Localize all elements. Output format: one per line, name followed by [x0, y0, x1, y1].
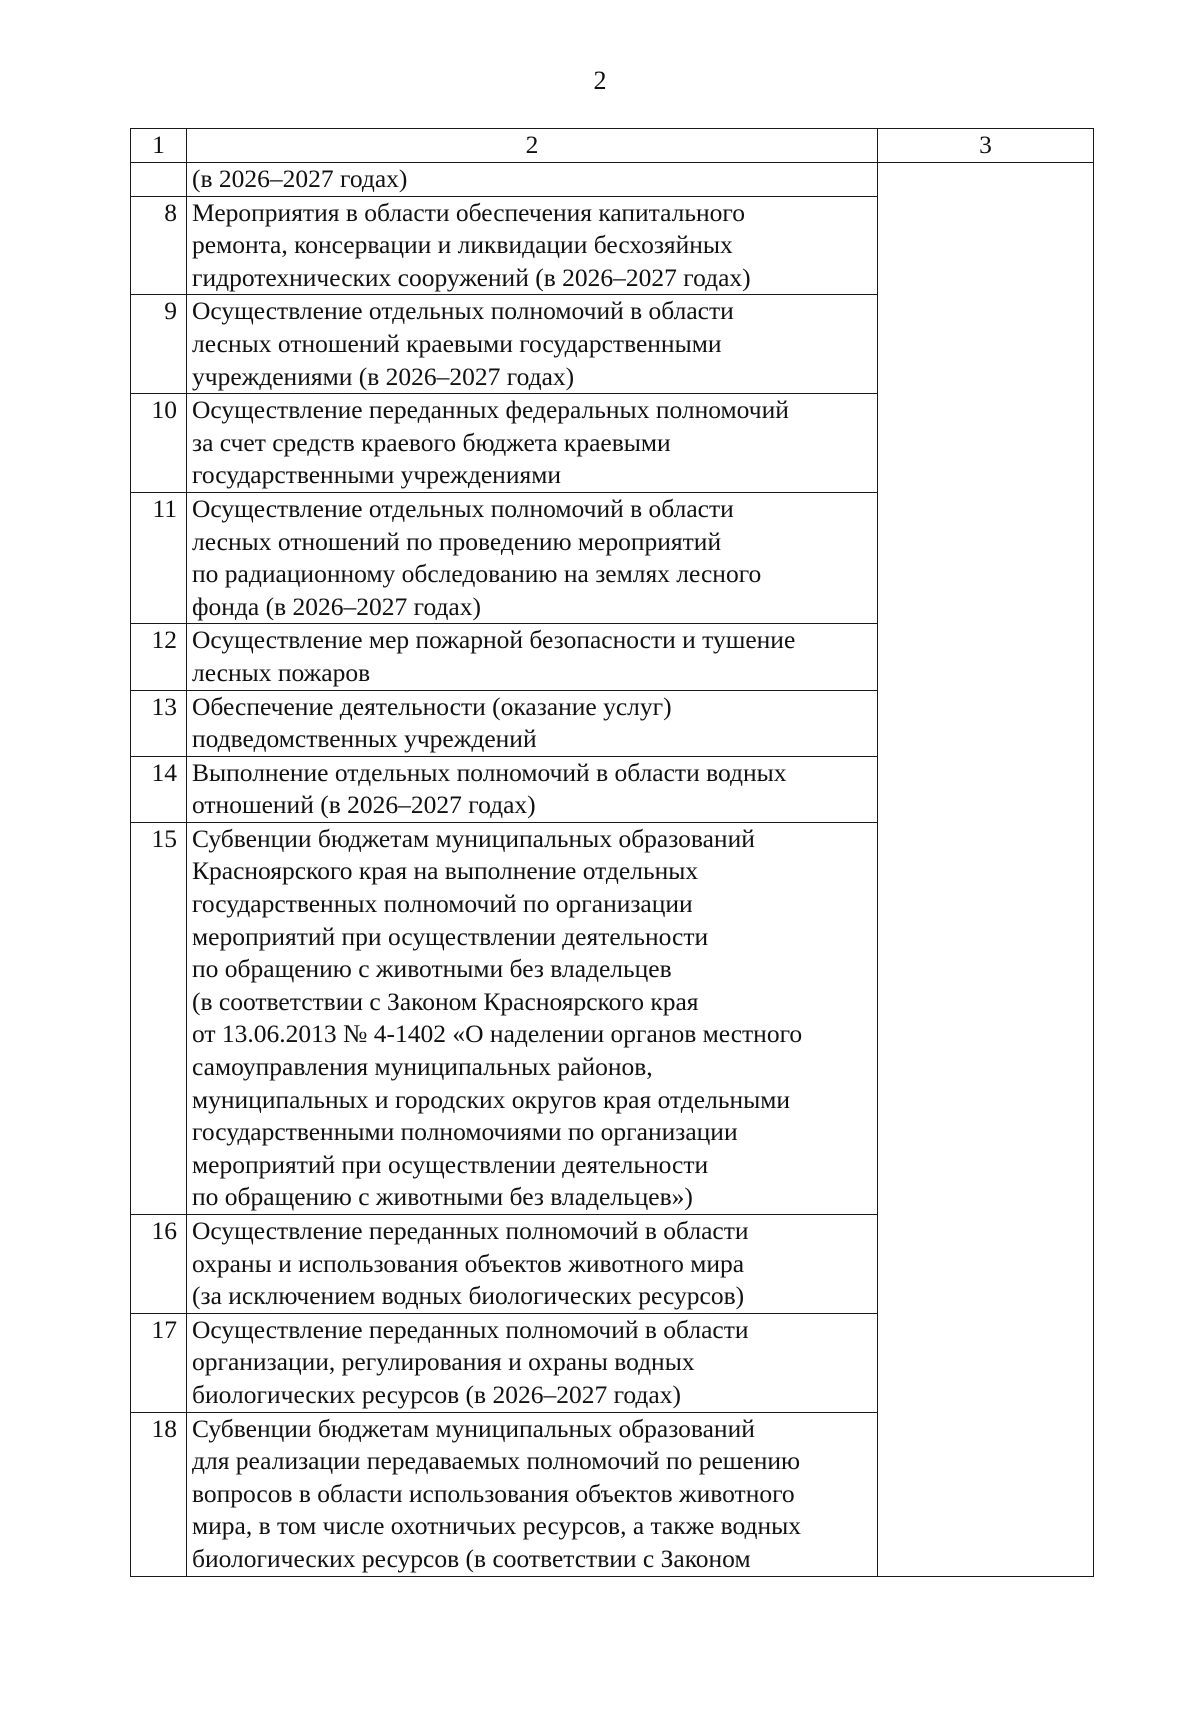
row-number: 11	[131, 492, 187, 623]
row-number: 8	[131, 196, 187, 295]
row-number: 18	[131, 1412, 187, 1576]
row-text: Осуществление отдельных полномочий в области лесных отношений краевыми государственными учреждениями (в 2026–2027 годах)	[187, 295, 878, 394]
row-text: Осуществление переданных федеральных полномочий за счет средств краевого бюджета краевыми государственными учреждениями	[187, 394, 878, 493]
table-header-row	[131, 129, 1094, 163]
row-text: Мероприятия в области обеспечения капитального ремонта, консервации и ликвидации бесхозяйных гидротехнических сооружений (в 2026–2027 годах)	[187, 196, 878, 295]
row-number: 12	[131, 624, 187, 690]
header-col-2: 2	[187, 129, 878, 163]
row-text: Субвенции бюджетам муниципальных образований Красноярского края на выполнение отдельных государственных полномочий по организации мероприятий при осуществлении деятельности по обращению с животными без владельцев (в соответствии с Законом Красноярского края от 13.06.2013 № 4-1402 «О наделении органов местного самоуправления муниципальных районов, муниципальных и городских округов края отдельными государственными полномочиями по организации мероприятий при осуществлении деятельности по обращению с животными без владельцев»)	[187, 822, 878, 1214]
row-text: Осуществление переданных полномочий в области охраны и использования объектов животного мира (за исключением водных биологических ресурсов)	[187, 1215, 878, 1314]
page-number: 2	[593, 66, 607, 95]
row-text: Обеспечение деятельности (оказание услуг) подведомственных учреждений	[187, 690, 878, 756]
table-row	[131, 163, 1094, 197]
header-col-1: 1	[131, 129, 187, 163]
header-col-3: 3	[878, 129, 1094, 163]
row-text: Выполнение отдельных полномочий в области водных отношений (в 2026–2027 годах)	[187, 756, 878, 822]
row-number: 10	[131, 394, 187, 493]
row-number: 14	[131, 756, 187, 822]
row-text: (в 2026–2027 годах)	[187, 163, 878, 197]
col3-cell	[878, 163, 1094, 1577]
row-text: Осуществление мер пожарной безопасности и тушение лесных пожаров	[187, 624, 878, 690]
row-number: 16	[131, 1215, 187, 1314]
budget-measures-table	[130, 128, 1094, 1577]
row-number: 15	[131, 822, 187, 1214]
row-text: Субвенции бюджетам муниципальных образований для реализации передаваемых полномочий по решению вопросов в области использования объектов животного мира, в том числе охотничьих ресурсов, а также водных биологических ресурсов (в соответствии с Законом	[187, 1412, 878, 1576]
row-number: 17	[131, 1313, 187, 1412]
row-number: 13	[131, 690, 187, 756]
row-text: Осуществление переданных полномочий в области организации, регулирования и охраны водных биологических ресурсов (в 2026–2027 годах)	[187, 1313, 878, 1412]
row-text: Осуществление отдельных полномочий в области лесных отношений по проведению мероприятий по радиационному обследованию на землях лесного фонда (в 2026–2027 годах)	[187, 492, 878, 623]
row-number: 9	[131, 295, 187, 394]
row-number	[131, 163, 187, 197]
